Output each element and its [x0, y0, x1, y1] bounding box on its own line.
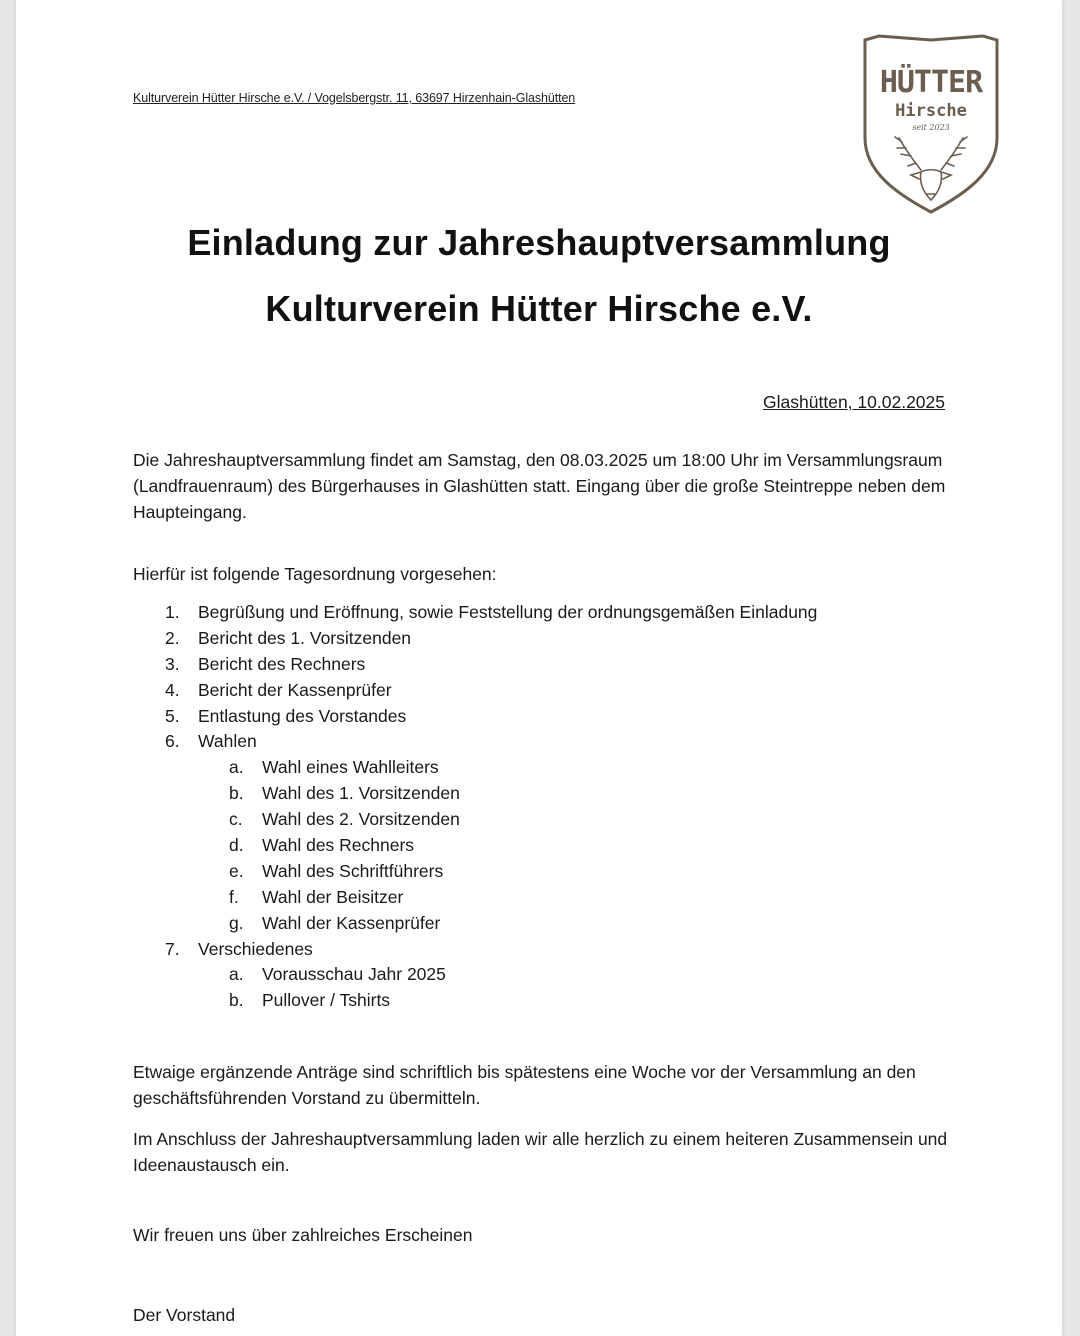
- agenda-item-number: 4.: [165, 679, 180, 700]
- motions-paragraph: Etwaige ergänzende Anträge sind schriftlich bis spätestens eine Woche vor der Versammlung an den geschäftsführenden Vorstand zu übermitteln.: [133, 1062, 916, 1108]
- greeting: Wir freuen uns über zahlreiches Erscheinen: [133, 1225, 473, 1245]
- agenda-item-text: Bericht des Rechners: [198, 653, 366, 674]
- agenda-item-number: c.: [229, 809, 243, 830]
- agenda-subitem: [133, 859, 953, 885]
- agenda-item-number: b.: [229, 990, 244, 1011]
- place-date: Glashütten, 10.02.2025: [763, 392, 945, 412]
- agenda-item: [133, 729, 953, 755]
- document-page: [16, 0, 1062, 1336]
- agenda-item-number: g.: [229, 912, 244, 933]
- agenda-item-text: Wahl des Schriftführers: [262, 860, 444, 881]
- agenda-item-text: Wahl des Rechners: [262, 835, 415, 856]
- social-paragraph: Im Anschluss der Jahreshauptversammlung laden wir alle herzlich zu einem heiteren Zusammensein und Ideenaustausch ein.: [133, 1129, 948, 1175]
- club-logo: [861, 34, 1001, 214]
- agenda-item-text: Pullover / Tshirts: [262, 990, 391, 1011]
- agenda-intro: Hierfür ist folgende Tagesordnung vorgesehen:: [133, 564, 497, 584]
- agenda-item-text: Wahl der Beisitzer: [262, 886, 404, 907]
- agenda-item-text: Wahl der Kassenprüfer: [262, 912, 441, 933]
- agenda-item-number: 7.: [165, 938, 180, 959]
- agenda-subitem: [133, 911, 953, 937]
- agenda-subitem: [133, 781, 953, 807]
- agenda-item: [133, 652, 953, 678]
- svg-text:Hirsche: Hirsche: [895, 101, 967, 121]
- agenda-item-number: f.: [229, 886, 239, 907]
- agenda-item-number: a.: [229, 964, 244, 985]
- agenda-item-number: 1.: [165, 602, 180, 622]
- agenda-list: [133, 600, 953, 1014]
- agenda-item-text: Vorausschau Jahr 2025: [262, 964, 446, 985]
- stag-head-icon: [861, 34, 1001, 214]
- agenda-item: [133, 937, 953, 963]
- agenda-item-number: d.: [229, 835, 244, 856]
- document-title: Einladung zur Jahreshauptversammlung: [187, 222, 891, 263]
- agenda-item-number: 3.: [165, 653, 180, 674]
- agenda-item-text: Entlastung des Vorstandes: [198, 705, 407, 726]
- agenda-item-number: 2.: [165, 627, 180, 648]
- signature: Der Vorstand: [133, 1305, 236, 1325]
- agenda-item-text: Wahl des 1. Vorsitzenden: [262, 783, 460, 804]
- agenda-item: [133, 704, 953, 730]
- agenda-item-text: Wahl eines Wahlleiters: [262, 757, 439, 778]
- agenda-subitem: [133, 755, 953, 781]
- agenda-subitem: [133, 807, 953, 833]
- svg-text:seit 2023: seit 2023: [912, 123, 950, 132]
- agenda-item-number: b.: [229, 783, 244, 804]
- agenda-item-text: Verschiedenes: [198, 938, 313, 959]
- agenda-item-number: a.: [229, 757, 244, 778]
- agenda-item: [133, 626, 953, 652]
- agenda-item-number: 6.: [165, 731, 180, 752]
- agenda-subitem: [133, 988, 953, 1014]
- agenda-item-text: Wahl des 2. Vorsitzenden: [262, 809, 460, 830]
- agenda-item-number: e.: [229, 860, 244, 881]
- document-subtitle: Kulturverein Hütter Hirsche e.V.: [265, 288, 813, 329]
- agenda-subitem: [133, 962, 953, 988]
- agenda-item-text: Wahlen: [198, 731, 257, 752]
- agenda-subitem: [133, 833, 953, 859]
- agenda-item-text: Bericht des 1. Vorsitzenden: [198, 627, 412, 648]
- agenda-subitem: [133, 885, 953, 911]
- intro-paragraph: Die Jahreshauptversammlung findet am Samstag, den 08.03.2025 um 18:00 Uhr im Versammlungsraum (Landfrauenraum) des Bürgerhauses in Glashütten statt. Eingang über die große Steintreppe neben dem Haupteingang.: [133, 450, 946, 522]
- agenda-item: [133, 600, 953, 626]
- sender-address-line: Kulturverein Hütter Hirsche e.V. / Vogelsbergstr. 11, 63697 Hirzenhain-Glashütten: [133, 91, 576, 105]
- agenda-item-text: Begrüßung und Eröffnung, sowie Feststellung der ordnungsgemäßen Einladung: [198, 602, 818, 622]
- agenda-item-number: 5.: [165, 705, 180, 726]
- svg-text:HÜTTER: HÜTTER: [879, 65, 983, 100]
- agenda-item: [133, 678, 953, 704]
- agenda-item-text: Bericht der Kassenprüfer: [198, 679, 392, 700]
